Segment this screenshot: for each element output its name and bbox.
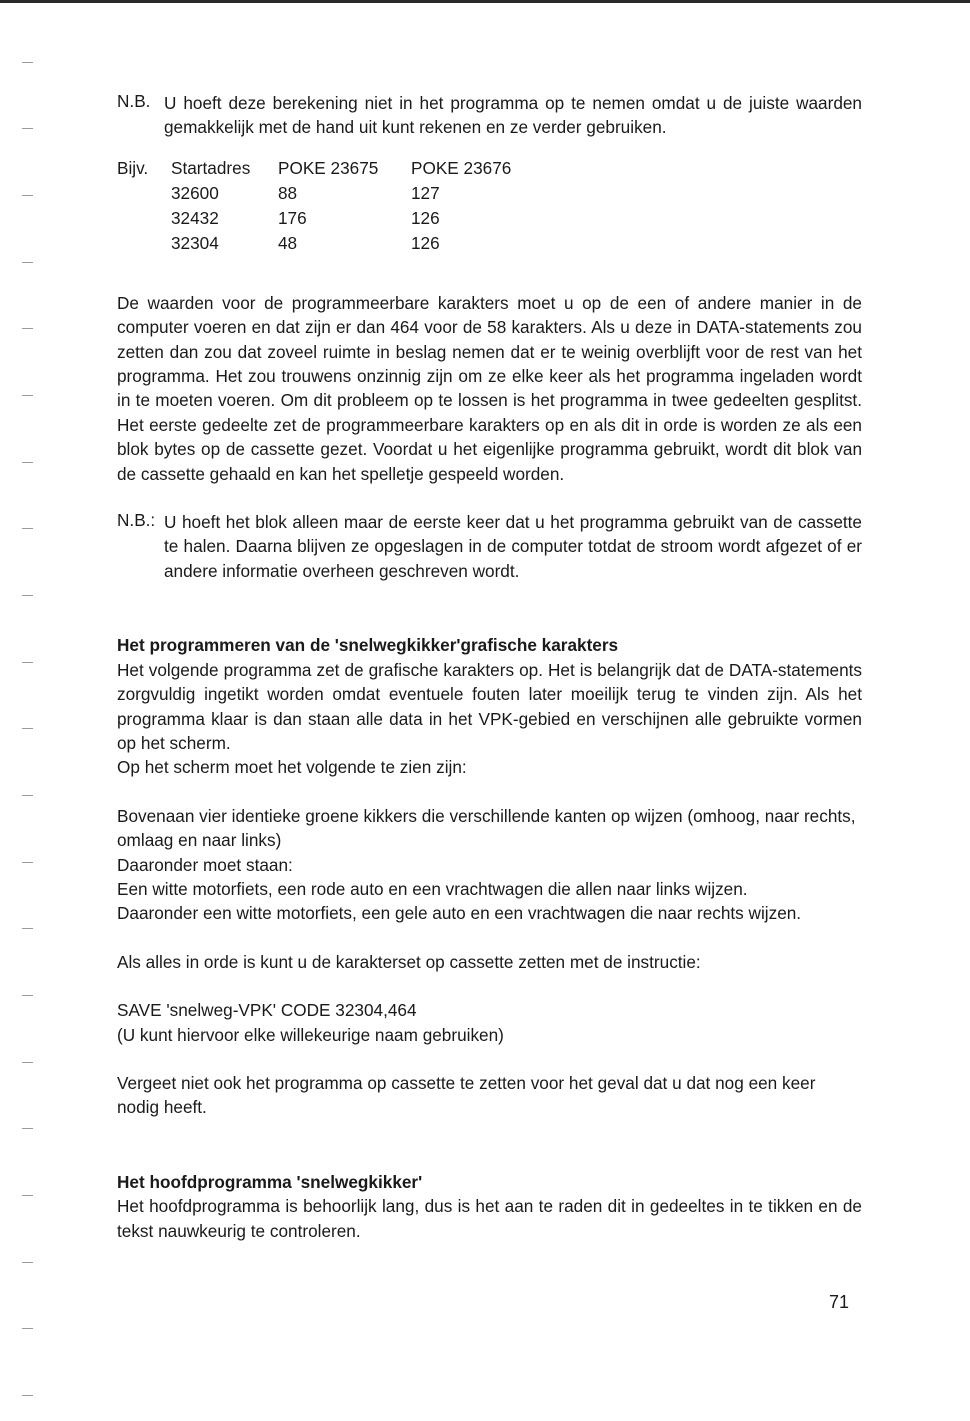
- table-cell: 88: [278, 182, 298, 203]
- margin-tick: [22, 195, 33, 196]
- note-label: N.B.:: [117, 510, 156, 531]
- margin-tick: [22, 62, 33, 63]
- page-body: [117, 91, 862, 1243]
- screen-description-left: Een witte motorfiets, een rode auto en een vrachtwagen die allen naar links wijzen.: [117, 878, 748, 899]
- table-header: POKE 23676: [411, 157, 512, 178]
- note-text: U hoeft het blok alleen maar de eerste keer dat u het programma gebruikt van de cassette te halen. Daarna blijven ze opgeslagen in de computer totdat de stroom wordt afgezet of er andere informatie overheen geschreven wordt.: [164, 512, 862, 581]
- table-cell: 32304: [171, 232, 219, 253]
- page-number: 71: [829, 1292, 850, 1312]
- paragraph-character-data: De waarden voor de programmeerbare karakters moet u op de een of andere manier in de computer voeren en dat zijn er dan 464 voor de 58 karakters. Als u deze in DATA-statements zou zetten dan zou dat zoveel ruimte in beslag nemen dat er te weinig overblijft voor de rest van het programma. Het zou trouwens onzinnig zijn om ze elke keer als het programma ingeladen wordt in te moeten voeren. Om dit probleem op te lossen is het programma in twee gedeelten gesplitst. Het eerste gedeelte zet de programmeerbare karakters op en als dit in orde is worden ze als een blok bytes op de cassette gezet. Voordat u het eigenlijke programma gebruikt, wordt dit blok van de cassette gehaald en kan het spelletje gespeeld worden.: [117, 292, 862, 484]
- paragraph-reminder: Vergeet niet ook het programma op cassette te zetten voor het geval dat u dat nog een keer nodig heeft.: [117, 1072, 816, 1118]
- table-cell: 32432: [171, 207, 219, 228]
- table-cell: 32600: [171, 182, 219, 203]
- margin-tick: [22, 662, 33, 663]
- section-heading-main-program: Het hoofdprogramma 'snelwegkikker': [117, 1171, 423, 1192]
- table-header: POKE 23675: [278, 157, 379, 178]
- note-label: N.B.: [117, 91, 151, 111]
- table-spacer: [117, 231, 171, 256]
- note-calculation: [117, 91, 862, 140]
- margin-tick: [22, 528, 33, 529]
- table-cell: 127: [411, 182, 440, 203]
- table-header: Startadres: [171, 157, 251, 178]
- paragraph-main-program: Het hoofdprogramma is behoorlijk lang, dus is het aan te raden dit in gedeeltes in te tikken en de tekst nauwkeurig te controleren.: [117, 1196, 862, 1241]
- table-cell: 126: [411, 207, 440, 228]
- note-cassette: [117, 510, 862, 583]
- margin-tick: [22, 1128, 33, 1129]
- table-cell: 126: [411, 232, 440, 253]
- table-spacer: [117, 206, 171, 231]
- table-spacer: [117, 181, 171, 206]
- margin-tick: [22, 728, 33, 729]
- margin-tick: [22, 1195, 33, 1196]
- margin-ticks: [0, 0, 40, 1421]
- table-cell: 48: [278, 232, 298, 253]
- margin-tick: [22, 128, 33, 129]
- note-text: U hoeft deze berekening niet in het programma op te nemen omdat u de juiste waarden gemakkelijk met de hand uit kunt rekenen en ze verder gebruiken.: [164, 93, 862, 138]
- save-command: SAVE 'snelweg-VPK' CODE 32304,464: [117, 1000, 417, 1021]
- margin-tick: [22, 1328, 33, 1329]
- margin-tick: [22, 395, 33, 396]
- example-table: [117, 156, 862, 256]
- screen-description-right: Daaronder een witte motorfiets, een gele auto en een vrachtwagen die naar rechts wijzen.: [117, 903, 802, 924]
- margin-tick: [22, 995, 33, 996]
- margin-tick: [22, 328, 33, 329]
- example-label: Bijv.: [117, 157, 149, 178]
- table-cell: 176: [278, 207, 307, 228]
- screen-description-frogs: Bovenaan vier identieke groene kikkers die verschillende kanten op wijzen (omhoog, naar rechts, omlaag en naar links): [117, 805, 856, 851]
- top-rule: [0, 0, 970, 3]
- margin-tick: [22, 1062, 33, 1063]
- screen-description-below: Daaronder moet staan:: [117, 854, 293, 875]
- paragraph-graphics: Het volgende programma zet de grafische karakters op. Het is belangrijk dat de DATA-statements zorgvuldig ingetikt worden omdat eventuele fouten later moeilijk terug te vinden zijn. Als het programma klaar is dan staan alle data in het VPK-gebied en verschijnen alle gebruikte vormen op het scherm.: [117, 659, 862, 753]
- margin-tick: [22, 262, 33, 263]
- paragraph-save-intro: Als alles in orde is kunt u de karakterset op cassette zetten met de instructie:: [117, 951, 701, 972]
- paragraph-screen-intro: Op het scherm moet het volgende te zien zijn:: [117, 757, 467, 778]
- margin-tick: [22, 928, 33, 929]
- margin-tick: [22, 1395, 33, 1396]
- margin-tick: [22, 795, 33, 796]
- margin-tick: [22, 1262, 33, 1263]
- save-note: (U kunt hiervoor elke willekeurige naam gebruiken): [117, 1024, 504, 1045]
- margin-tick: [22, 462, 33, 463]
- margin-tick: [22, 862, 33, 863]
- margin-tick: [22, 595, 33, 596]
- section-heading-graphics: Het programmeren van de 'snelwegkikker'grafische karakters: [117, 635, 619, 656]
